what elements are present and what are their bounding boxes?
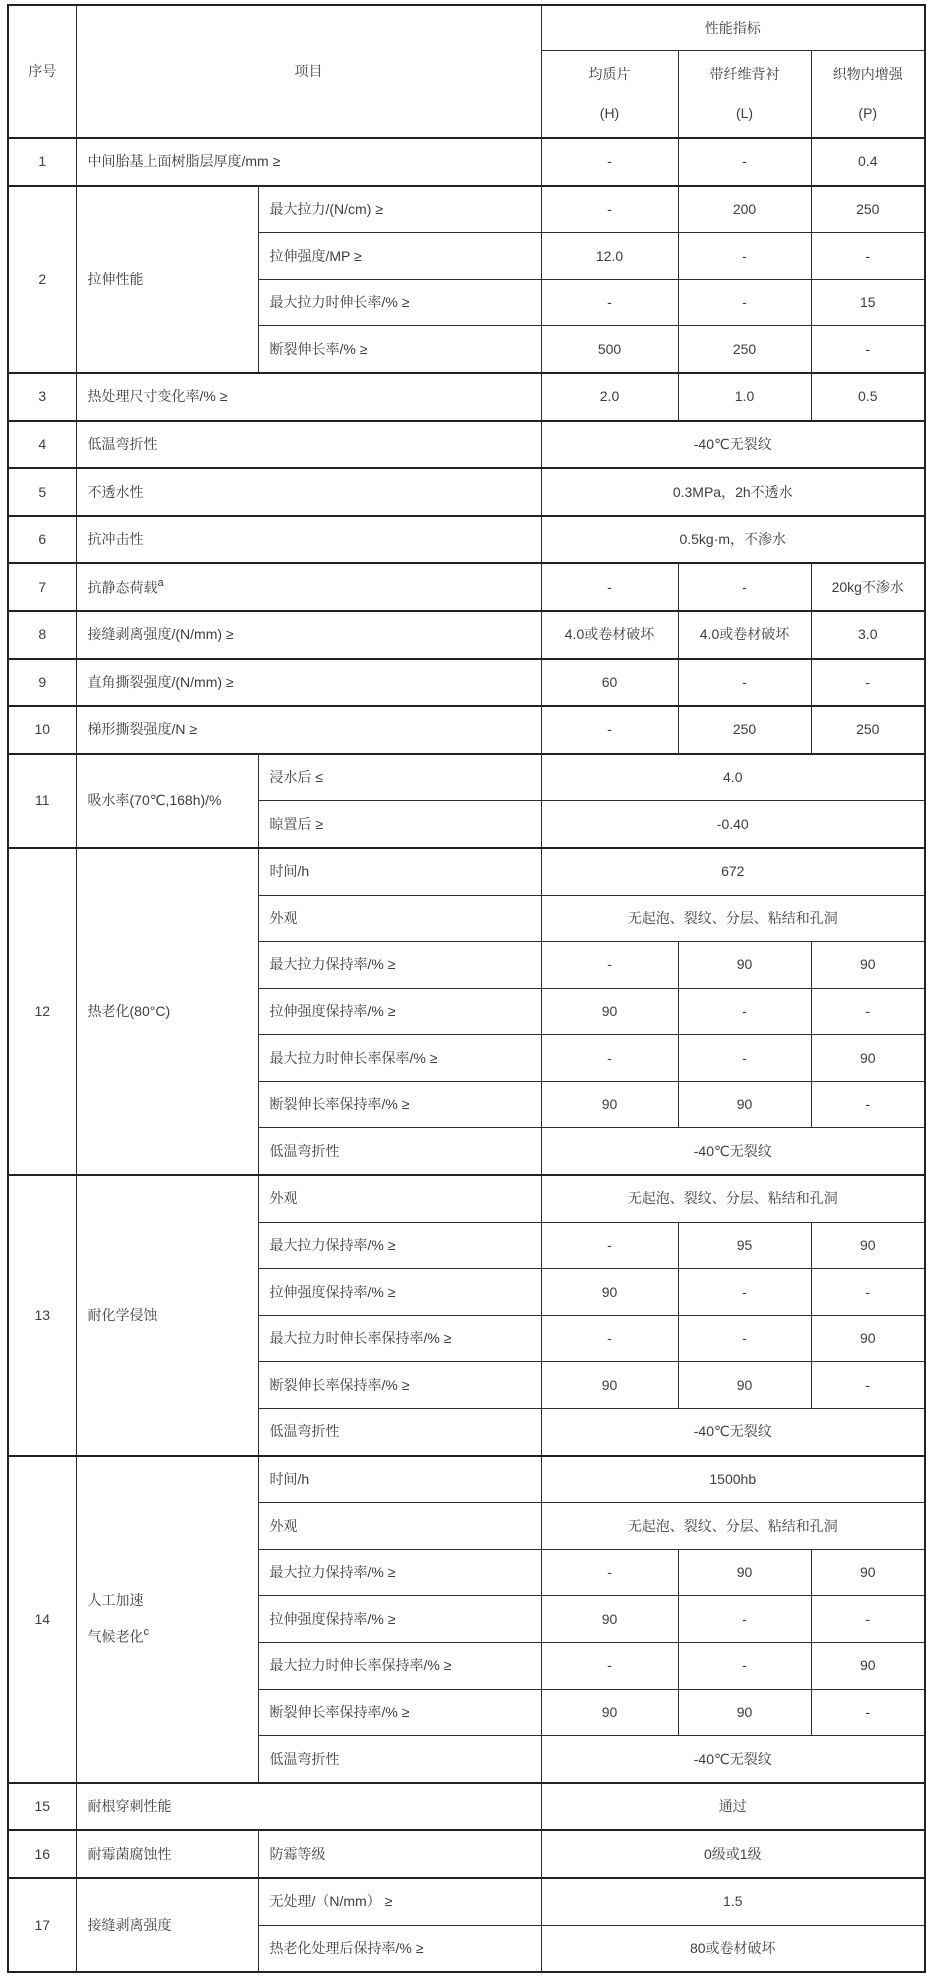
table-row — [8, 563, 925, 611]
row15-value-span: 通过 — [541, 1783, 925, 1831]
row12-sub2-value-h: - — [541, 942, 678, 989]
row1-value-l: - — [678, 138, 811, 186]
row17-sub0-value-span: 1.5 — [541, 1878, 925, 1925]
row2-sub3-value-l: 250 — [678, 326, 811, 373]
row14-sub5-value-l: 90 — [678, 1689, 811, 1736]
row15-item: 耐根穿刺性能 — [76, 1783, 541, 1831]
row1-item: 中间胎基上面树脂层厚度/mm ≥ — [76, 138, 541, 186]
row14-sub4-value-p: 90 — [811, 1643, 925, 1690]
row5-value-span: 0.3MPa，2h不透水 — [541, 468, 925, 516]
row10-value-h: - — [541, 706, 678, 754]
row9-item: 直角撕裂强度/(N/mm) ≥ — [76, 659, 541, 707]
row8-value-p: 3.0 — [811, 611, 925, 659]
row17-item: 接缝剥离强度 — [76, 1878, 258, 1972]
row11-sub0-label: 浸水后 ≤ — [258, 754, 541, 801]
row11-sub1-label: 晾置后 ≥ — [258, 801, 541, 848]
row9-no: 9 — [8, 659, 76, 707]
row12-sub5-value-h: 90 — [541, 1081, 678, 1128]
row12-sub3-value-p: - — [811, 988, 925, 1035]
row13-sub3-value-p: 90 — [811, 1315, 925, 1362]
row3-no: 3 — [8, 373, 76, 421]
row1-value-h: - — [541, 138, 678, 186]
header-col-h-name: 均质片 — [588, 66, 631, 83]
row14-sub2-value-l: 90 — [678, 1549, 811, 1596]
row6-no: 6 — [8, 516, 76, 564]
row13-sub2-value-h: 90 — [541, 1269, 678, 1316]
row10-item: 梯形撕裂强度/N ≥ — [76, 706, 541, 754]
header-col-l — [678, 51, 811, 139]
row14-sub3-label: 拉伸强度保持率/% ≥ — [258, 1596, 541, 1643]
row8-value-l: 4.0或卷材破坏 — [678, 611, 811, 659]
row9-value-p: - — [811, 659, 925, 707]
row12-sub6-label: 低温弯折性 — [258, 1128, 541, 1175]
row14-sub6-value-span: -40℃无裂纹 — [541, 1736, 925, 1783]
row13-sub4-value-h: 90 — [541, 1362, 678, 1409]
row13-sub3-value-h: - — [541, 1315, 678, 1362]
row13-sub1-value-p: 90 — [811, 1222, 925, 1269]
row9-value-h: 60 — [541, 659, 678, 707]
row11-no: 11 — [8, 754, 76, 848]
row6-value-span: 0.5kg·m，不渗水 — [541, 516, 925, 564]
header-col-h-code: (H) — [599, 105, 620, 121]
row14-item-line2 — [88, 1626, 254, 1647]
row2-sub2-value-p: 15 — [811, 279, 925, 326]
row11-sub0-value-span: 4.0 — [541, 754, 925, 801]
row2-sub2-label: 最大拉力时伸长率/% ≥ — [258, 279, 541, 326]
row11-item: 吸水率(70℃,168h)/% — [76, 754, 258, 848]
row14-sub5-value-p: - — [811, 1689, 925, 1736]
header-col-p — [811, 51, 925, 139]
row16-item: 耐霉菌腐蚀性 — [76, 1830, 258, 1878]
row2-sub1-value-l: - — [678, 233, 811, 280]
row13-sub5-value-span: -40℃无裂纹 — [541, 1409, 925, 1456]
row14-sub2-value-h: - — [541, 1549, 678, 1596]
row12-sub2-value-p: 90 — [811, 942, 925, 989]
row12-item: 热老化(80°C) — [76, 848, 258, 1175]
row13-sub3-value-l: - — [678, 1315, 811, 1362]
row12-sub1-label: 外观 — [258, 895, 541, 942]
table-row — [8, 1878, 925, 1925]
row13-sub3-label: 最大拉力时伸长率保持率/% ≥ — [258, 1315, 541, 1362]
row14-sub4-label: 最大拉力时伸长率保持率/% ≥ — [258, 1643, 541, 1690]
row7-value-l: - — [678, 563, 811, 611]
row13-sub1-label: 最大拉力保持率/% ≥ — [258, 1222, 541, 1269]
row14-sub0-label: 时间/h — [258, 1456, 541, 1503]
row12-sub4-value-h: - — [541, 1035, 678, 1082]
row13-sub0-value-span: 无起泡、裂纹、分层、粘结和孔洞 — [541, 1175, 925, 1222]
header-col-p-name: 织物内增强 — [832, 66, 903, 83]
row3-value-h: 2.0 — [541, 373, 678, 421]
row8-value-h: 4.0或卷材破坏 — [541, 611, 678, 659]
row12-sub1-value-span: 无起泡、裂纹、分层、粘结和孔洞 — [541, 895, 925, 942]
row13-sub2-value-p: - — [811, 1269, 925, 1316]
table-row — [8, 468, 925, 516]
row10-value-p: 250 — [811, 706, 925, 754]
header-item: 项目 — [76, 5, 541, 138]
row2-sub1-label: 拉伸强度/MP ≥ — [258, 233, 541, 280]
table-row — [8, 421, 925, 469]
row12-sub2-value-l: 90 — [678, 942, 811, 989]
footnote-c-marker: c — [143, 1626, 149, 1639]
row7-item-text: 抗静态荷载 — [87, 579, 158, 596]
row7-no: 7 — [8, 563, 76, 611]
row10-value-l: 250 — [678, 706, 811, 754]
row14-sub3-value-p: - — [811, 1596, 925, 1643]
table-row — [8, 754, 925, 801]
row2-sub0-label: 最大拉力/(N/cm) ≥ — [258, 186, 541, 233]
row4-value-span: -40℃无裂纹 — [541, 421, 925, 469]
row12-sub4-value-p: 90 — [811, 1035, 925, 1082]
performance-table — [7, 4, 926, 1973]
row17-sub0-label: 无处理/（N/mm） ≥ — [258, 1878, 541, 1925]
row13-sub2-label: 拉伸强度保持率/% ≥ — [258, 1269, 541, 1316]
header-col-l-code: (L) — [735, 105, 754, 121]
row12-sub3-label: 拉伸强度保持率/% ≥ — [258, 988, 541, 1035]
row2-sub3-label: 断裂伸长率/% ≥ — [258, 326, 541, 373]
row10-no: 10 — [8, 706, 76, 754]
table-row — [8, 611, 925, 659]
row2-sub2-value-l: - — [678, 279, 811, 326]
row12-sub2-label: 最大拉力保持率/% ≥ — [258, 942, 541, 989]
row12-sub4-label: 最大拉力时伸长率保率/% ≥ — [258, 1035, 541, 1082]
row12-sub5-value-p: - — [811, 1081, 925, 1128]
row13-sub4-value-p: - — [811, 1362, 925, 1409]
row14-sub5-label: 断裂伸长率保持率/% ≥ — [258, 1689, 541, 1736]
table-row — [8, 1783, 925, 1831]
row14-sub3-value-h: 90 — [541, 1596, 678, 1643]
row4-item: 低温弯折性 — [76, 421, 541, 469]
row2-item: 拉伸性能 — [76, 186, 258, 373]
row2-sub3-value-p: - — [811, 326, 925, 373]
row14-no: 14 — [8, 1456, 76, 1783]
table-row — [8, 659, 925, 707]
row13-sub5-label: 低温弯折性 — [258, 1409, 541, 1456]
row14-sub1-value-span: 无起泡、裂纹、分层、粘结和孔洞 — [541, 1503, 925, 1550]
header-performance: 性能指标 — [541, 5, 925, 51]
row2-no: 2 — [8, 186, 76, 373]
row7-value-p: 20kg不渗水 — [811, 563, 925, 611]
row8-item: 接缝剥离强度/(N/mm) ≥ — [76, 611, 541, 659]
row13-sub4-label: 断裂伸长率保持率/% ≥ — [258, 1362, 541, 1409]
row13-sub4-value-l: 90 — [678, 1362, 811, 1409]
row3-value-p: 0.5 — [811, 373, 925, 421]
table-row — [8, 1830, 925, 1878]
row17-sub1-label: 热老化处理后保持率/% ≥ — [258, 1925, 541, 1972]
row2-sub2-value-h: - — [541, 279, 678, 326]
row14-sub6-label: 低温弯折性 — [258, 1736, 541, 1783]
table-row — [8, 516, 925, 564]
table-row — [8, 706, 925, 754]
row14-sub2-value-p: 90 — [811, 1549, 925, 1596]
row12-sub0-label: 时间/h — [258, 848, 541, 895]
row12-no: 12 — [8, 848, 76, 1175]
row5-item: 不透水性 — [76, 468, 541, 516]
row14-sub3-value-l: - — [678, 1596, 811, 1643]
row12-sub6-value-span: -40℃无裂纹 — [541, 1128, 925, 1175]
row13-sub1-value-h: - — [541, 1222, 678, 1269]
row14-item-line1: 人工加速 — [87, 1592, 144, 1609]
row2-sub0-value-h: - — [541, 186, 678, 233]
row14-sub4-value-h: - — [541, 1643, 678, 1690]
header-col-l-name: 带纤维背衬 — [709, 66, 780, 83]
row11-sub1-value-span: -0.40 — [541, 801, 925, 848]
table-row — [8, 138, 925, 186]
row9-value-l: - — [678, 659, 811, 707]
row14-sub1-label: 外观 — [258, 1503, 541, 1550]
row17-no: 17 — [8, 1878, 76, 1972]
row14-sub2-label: 最大拉力保持率/% ≥ — [258, 1549, 541, 1596]
table-header-row-1 — [8, 5, 925, 51]
row13-no: 13 — [8, 1175, 76, 1456]
header-col-h — [541, 51, 678, 139]
row12-sub3-value-l: - — [678, 988, 811, 1035]
table-row — [8, 1175, 925, 1222]
table-row — [8, 373, 925, 421]
footnote-a-marker: a — [157, 576, 164, 589]
row6-item: 抗冲击性 — [76, 516, 541, 564]
row13-sub1-value-l: 95 — [678, 1222, 811, 1269]
row13-sub0-label: 外观 — [258, 1175, 541, 1222]
header-col-p-code: (P) — [858, 105, 878, 121]
row13-item: 耐化学侵蚀 — [76, 1175, 258, 1456]
table-row — [8, 186, 925, 233]
row16-sub0-value-span: 0级或1级 — [541, 1830, 925, 1878]
row2-sub0-value-p: 250 — [811, 186, 925, 233]
row14-sub5-value-h: 90 — [541, 1689, 678, 1736]
row12-sub5-label: 断裂伸长率保持率/% ≥ — [258, 1081, 541, 1128]
row3-item: 热处理尺寸变化率/% ≥ — [76, 373, 541, 421]
row1-no: 1 — [8, 138, 76, 186]
table-row — [8, 848, 925, 895]
row4-no: 4 — [8, 421, 76, 469]
row2-sub1-value-p: - — [811, 233, 925, 280]
row14-item — [76, 1456, 258, 1783]
row5-no: 5 — [8, 468, 76, 516]
row14-item-line2-text: 气候老化 — [87, 1629, 144, 1646]
row12-sub3-value-h: 90 — [541, 988, 678, 1035]
row13-sub2-value-l: - — [678, 1269, 811, 1316]
row12-sub4-value-l: - — [678, 1035, 811, 1082]
row1-value-p: 0.4 — [811, 138, 925, 186]
row14-sub0-value-span: 1500hb — [541, 1456, 925, 1503]
row7-item — [76, 563, 541, 611]
table-row — [8, 1456, 925, 1503]
header-no: 序号 — [8, 5, 76, 138]
row12-sub5-value-l: 90 — [678, 1081, 811, 1128]
row2-sub0-value-l: 200 — [678, 186, 811, 233]
row2-sub3-value-h: 500 — [541, 326, 678, 373]
row12-sub0-value-span: 672 — [541, 848, 925, 895]
row15-no: 15 — [8, 1783, 76, 1831]
row3-value-l: 1.0 — [678, 373, 811, 421]
row17-sub1-value-span: 80或卷材破坏 — [541, 1925, 925, 1972]
row8-no: 8 — [8, 611, 76, 659]
row14-sub4-value-l: - — [678, 1643, 811, 1690]
row16-sub0-label: 防霉等级 — [258, 1830, 541, 1878]
row2-sub1-value-h: 12.0 — [541, 233, 678, 280]
row16-no: 16 — [8, 1830, 76, 1878]
row7-value-h: - — [541, 563, 678, 611]
